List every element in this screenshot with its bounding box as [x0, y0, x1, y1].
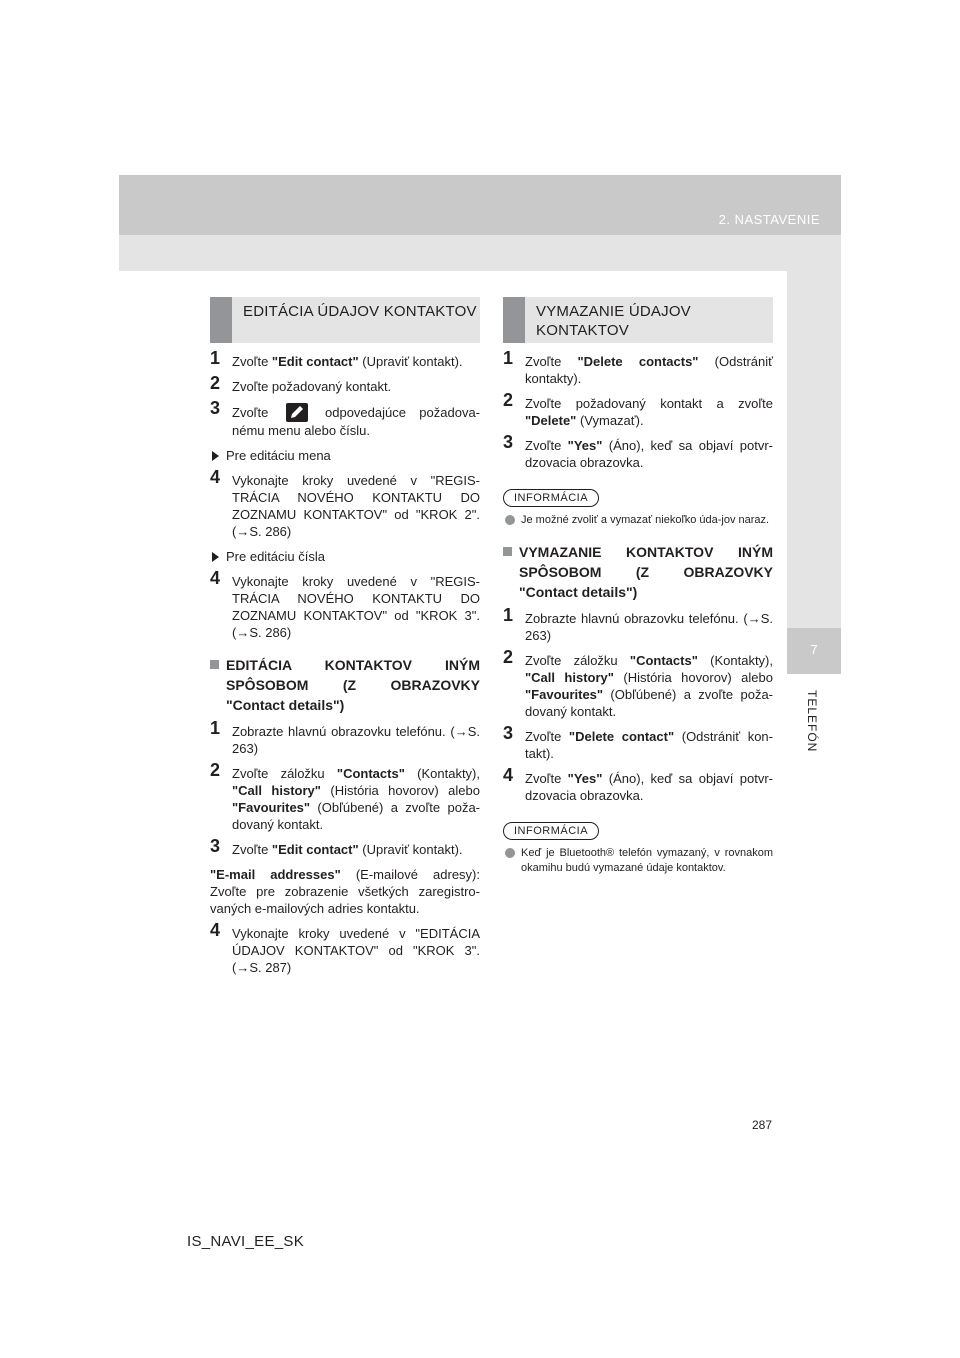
page-number: 287 — [751, 1118, 772, 1132]
subsection-heading: EDITÁCIA KONTAKTOV INÝM SPÔSOBOM (Z OBRAZOVKY "Contact details") — [210, 655, 480, 715]
step: 4 Vykonajte kroky uvedené v "REGIS-TRÁCIA NOVÉHO KONTAKTU DO ZOZNAMU KONTAKTOV" od "KROK 2". (→S. 286) — [210, 467, 480, 539]
chapter-title-vertical — [791, 690, 831, 770]
arrow-item: Pre editáciu mena — [210, 447, 480, 464]
square-bullet-icon — [210, 660, 219, 669]
bullet-icon — [505, 515, 515, 525]
step: 3 Zvoľte "Edit contact" (Upraviť kontakt). — [210, 836, 463, 857]
section-header-title: VYMAZANIE ÚDAJOV KONTAKTOV — [536, 303, 691, 339]
step: 2 Zvoľte požadovaný kontakt a zvoľte "Delete" (Vymazať). — [503, 390, 773, 428]
info-block — [503, 812, 773, 876]
section-header-delete — [503, 297, 773, 343]
document-id: IS_NAVI_EE_SK — [187, 1233, 305, 1250]
chapter-number: 7 — [810, 642, 818, 657]
step: 4 Vykonajte kroky uvedené v "EDITÁCIA ÚDAJOV KONTAKTOV" od "KROK 3". (→S. 287) — [210, 920, 480, 975]
step: 2 Zvoľte záložku "Contacts" (Kontakty), "Call history" (História hovorov) alebo "Favourites" (Obľúbené) a zvoľte poža-dovaný kontakt. — [210, 760, 480, 832]
step: 1 Zobrazte hlavnú obrazovku telefónu. (→S. 263) — [210, 718, 480, 756]
step: 1 Zobrazte hlavnú obrazovku telefónu. (→S. 263) — [503, 605, 773, 643]
step: 2 Zvoľte požadovaný kontakt. — [210, 373, 392, 394]
info-block — [503, 479, 773, 528]
info-item: Je možné zvoliť a vymazať niekoľko úda-jov naraz. — [503, 513, 773, 528]
square-bullet-icon — [503, 547, 512, 556]
section-title: 2. NASTAVENIE — [718, 212, 820, 227]
chapter-title: TELEFÓN — [805, 690, 819, 753]
subsection-heading: VYMAZANIE KONTAKTOV INÝM SPÔSOBOM (Z OBRAZOVKY "Contact details") — [503, 542, 773, 602]
pencil-icon — [286, 403, 308, 422]
header-subband — [119, 235, 841, 271]
step: 4 Vykonajte kroky uvedené v "REGIS-TRÁCIA NOVÉHO KONTAKTU DO ZOZNAMU KONTAKTOV" od "KROK 3". (→S. 286) — [210, 568, 480, 640]
bullet-icon — [505, 848, 515, 858]
info-item: Keď je Bluetooth® telefón vymazaný, v rovnakom okamihu budú vymazané údaje kontaktov. — [503, 846, 773, 876]
step: 3 Zvoľte "Delete contact" (Odstrániť kon-takt). — [503, 723, 773, 761]
info-label: INFORMÁCIA — [503, 489, 599, 507]
chapter-tab — [787, 628, 841, 674]
email-note: "E-mail addresses" (E-mailové adresy): Zvoľte pre zobrazenie všetkých zaregistro-vaných e-mailových adries kontaktu. — [210, 867, 480, 916]
step: 1 Zvoľte "Edit contact" (Upraviť kontakt). — [210, 348, 463, 369]
side-band — [787, 271, 841, 628]
step: 3 Zvoľte "Yes" (Áno), keď sa objaví potvr-dzovacia obrazovka. — [503, 432, 773, 470]
step: 3 Zvoľte odpovedajúce požadova-nému menu alebo číslu. — [210, 398, 480, 438]
right-column — [503, 297, 773, 886]
arrow-item: Pre editáciu čísla — [210, 548, 480, 565]
info-label: INFORMÁCIA — [503, 822, 599, 840]
arrow-icon — [212, 451, 219, 461]
step: 1 Zvoľte "Delete contacts" (Odstrániť kontakty). — [503, 348, 773, 386]
left-column — [210, 297, 480, 984]
step: 4 Zvoľte "Yes" (Áno), keď sa objaví potvr-dzovacia obrazovka. — [503, 765, 773, 803]
section-header-title: EDITÁCIA ÚDAJOV KONTAKTOV — [243, 303, 477, 320]
section-header-edit — [210, 297, 480, 343]
arrow-icon — [212, 552, 219, 562]
step: 2 Zvoľte záložku "Contacts" (Kontakty), "Call history" (História hovorov) alebo "Favourites" (Obľúbené) a zvoľte poža-dovaný kontakt. — [503, 647, 773, 719]
